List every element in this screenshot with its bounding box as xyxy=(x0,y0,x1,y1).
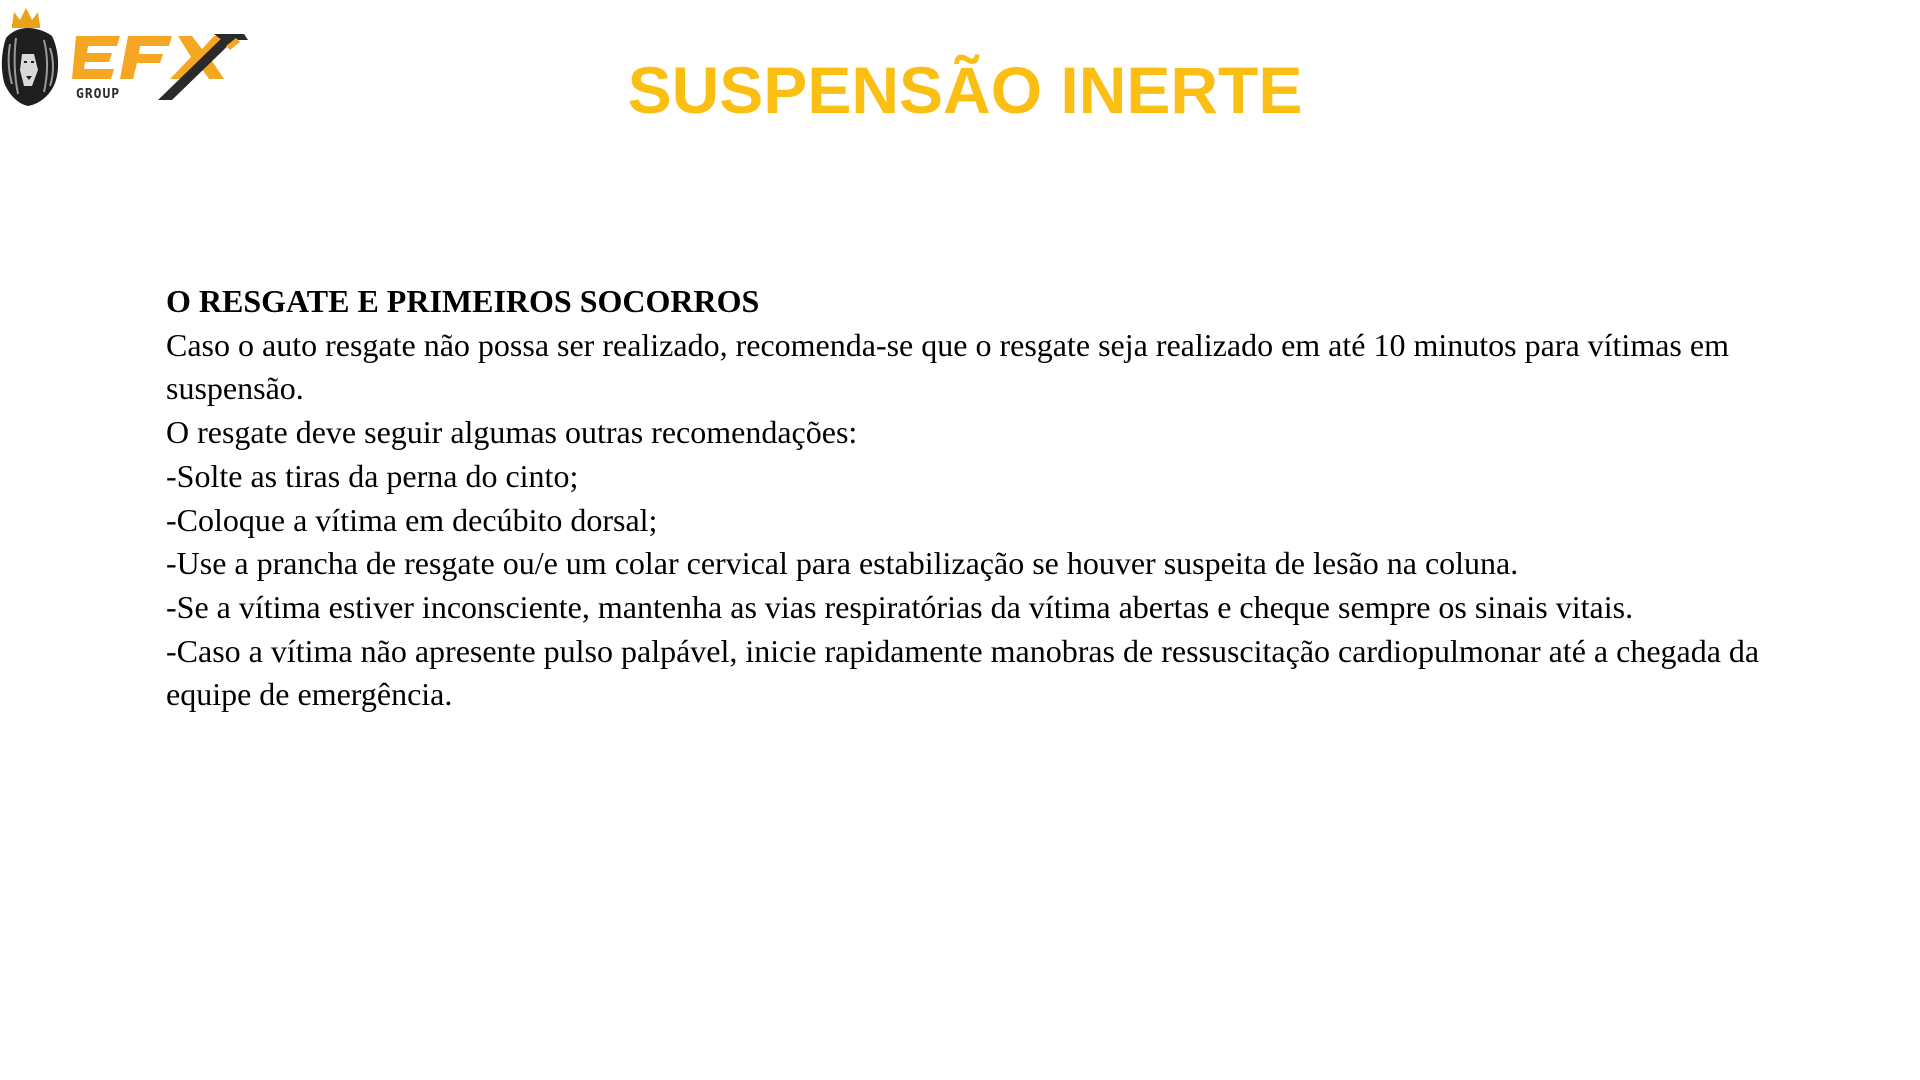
section-heading: O RESGATE E PRIMEIROS SOCORROS xyxy=(166,283,760,319)
body-list-item: -Caso a vítima não apresente pulso palpável, inicie rapidamente manobras de ressuscitação cardiopulmonar até a chegada da equipe de emergência. xyxy=(166,632,1760,713)
slide-body xyxy=(166,280,1806,717)
crown-icon xyxy=(12,8,40,28)
slide-title: SUSPENSÃO INERTE xyxy=(627,53,1303,127)
logo-subtitle: GROUP xyxy=(76,87,121,102)
body-list-item: -Coloque a vítima em decúbito dorsal; xyxy=(166,501,658,538)
body-list-item: -Solte as tiras da perna do cinto; xyxy=(166,457,579,494)
body-list-item: -Use a prancha de resgate ou/e um colar cervical para estabilização se houver suspeita de lesão na coluna. xyxy=(166,545,1519,582)
body-paragraph: Caso o auto resgate não possa ser realizado, recomenda-se que o resgate seja realizado em até 10 minutos para vítimas em suspensão. xyxy=(166,326,1729,407)
body-paragraph: O resgate deve seguir algumas outras recomendações: xyxy=(166,414,858,451)
body-list-item: -Se a vítima estiver inconsciente, mantenha as vias respiratórias da vítima abertas e cheque sempre os sinais vitais. xyxy=(166,588,1634,625)
